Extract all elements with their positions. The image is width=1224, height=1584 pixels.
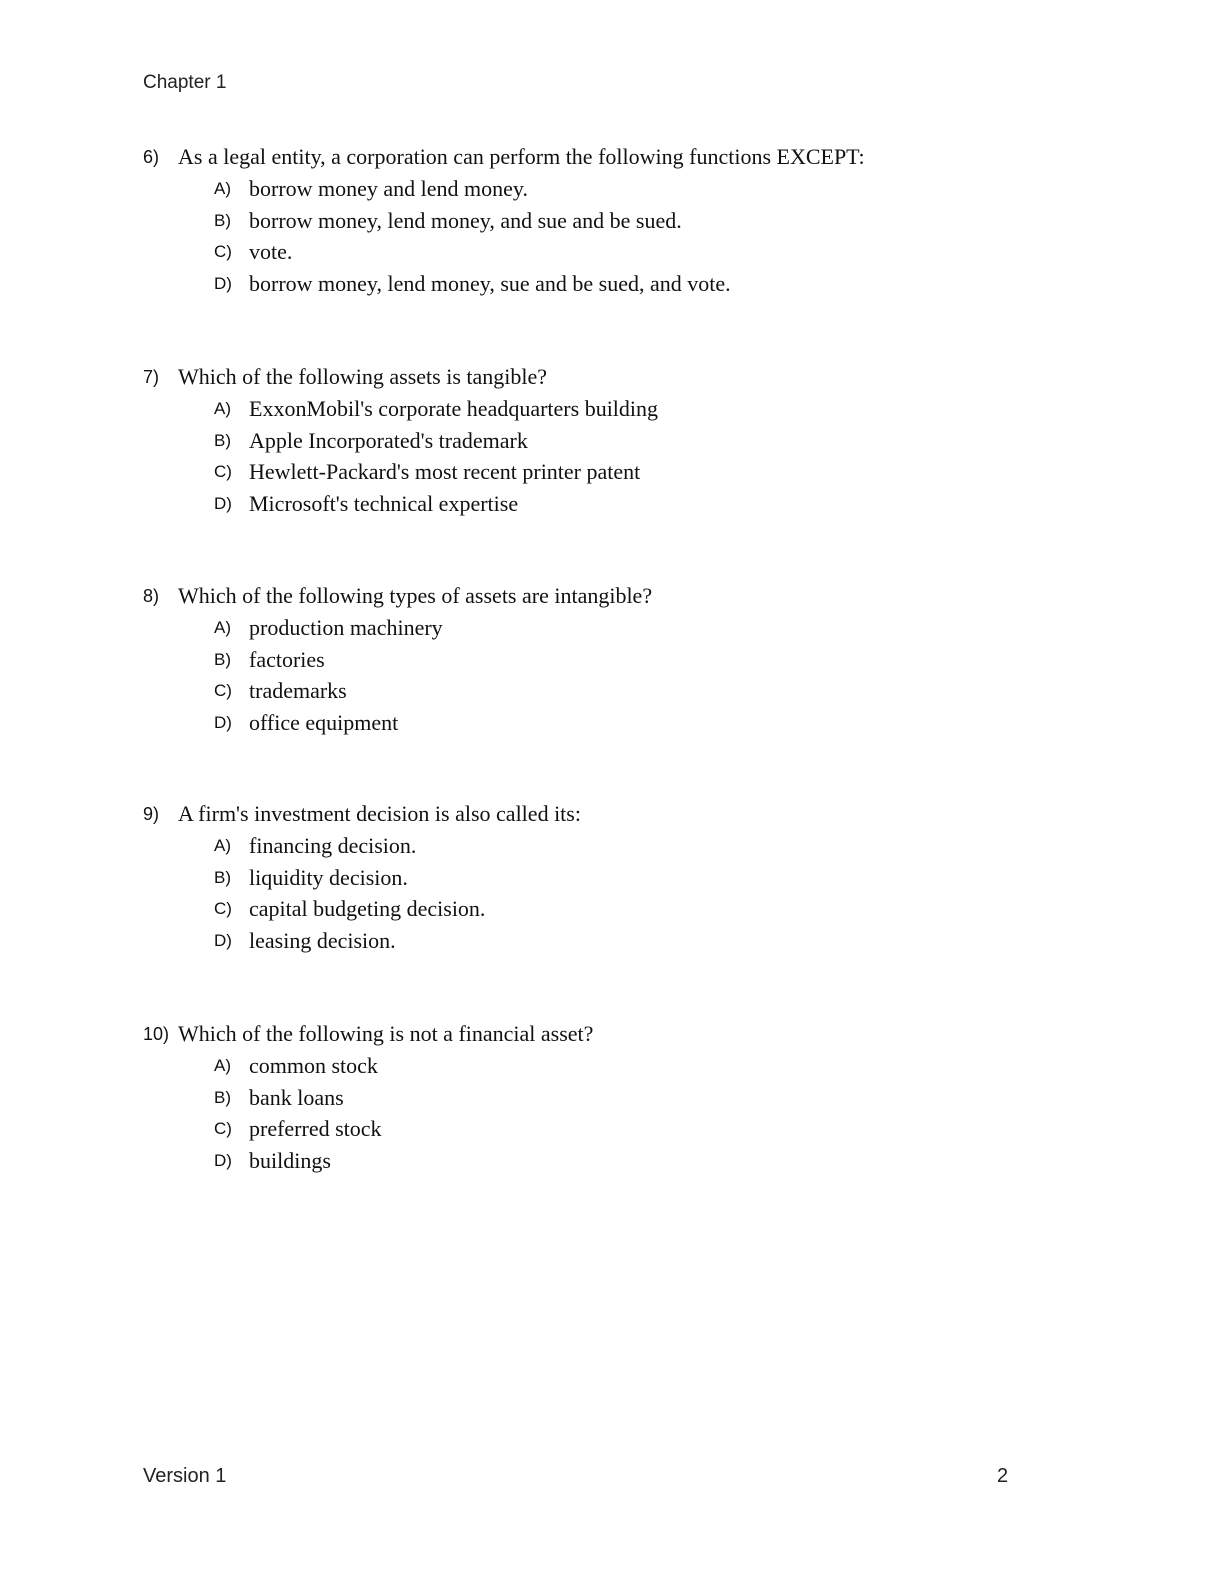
option-c: [143, 675, 1103, 707]
question-text: Which of the following assets is tangible?: [178, 364, 548, 389]
option-letter: B): [214, 649, 231, 669]
option-text: trademarks: [249, 678, 347, 703]
option-text: buildings: [249, 1147, 331, 1173]
option-text: office equipment: [249, 709, 399, 735]
question-text: Which of the following types of assets are intangible?: [178, 583, 653, 608]
option-d: [143, 925, 1103, 957]
option-b: [143, 205, 1103, 237]
option-c: [143, 456, 1103, 488]
option-text: factories: [249, 646, 325, 672]
question-6: [143, 141, 1103, 299]
option-letter: D): [214, 273, 232, 293]
footer-version: Version 1: [143, 1465, 227, 1487]
option-text: vote.: [249, 239, 293, 264]
option-b: [143, 425, 1103, 457]
option-text: common stock: [249, 1053, 378, 1078]
option-letter: A): [214, 836, 231, 855]
option-d: [143, 707, 1103, 739]
answer-options: [143, 173, 1103, 299]
option-text: borrow money and lend money.: [249, 176, 529, 201]
question-7: [143, 361, 1103, 519]
option-c: [143, 893, 1103, 925]
question-text: As a legal entity, a corporation can perform the following functions EXCEPT:: [178, 144, 865, 169]
question-number: 8): [143, 586, 160, 606]
option-text: Hewlett-Packard's most recent printer patent: [249, 459, 641, 484]
option-letter: C): [214, 681, 232, 700]
answer-options: [143, 393, 1103, 519]
question-10: [143, 1018, 1103, 1176]
option-a: [143, 830, 1103, 862]
option-letter: D): [214, 1150, 232, 1170]
option-letter: A): [214, 618, 231, 637]
option-letter: A): [214, 399, 231, 418]
option-d: [143, 268, 1103, 300]
option-letter: D): [214, 493, 232, 513]
option-text: borrow money, lend money, and sue and be sued.: [249, 207, 682, 233]
page-number: 2: [997, 1465, 1009, 1487]
option-text: bank loans: [249, 1084, 344, 1110]
question-number: 7): [143, 367, 160, 387]
option-text: capital budgeting decision.: [249, 896, 486, 921]
option-text: production machinery: [249, 615, 443, 640]
option-letter: B): [214, 867, 231, 887]
option-c: [143, 1113, 1103, 1145]
option-b: [143, 644, 1103, 676]
option-d: [143, 1145, 1103, 1177]
option-text: borrow money, lend money, sue and be sued, and vote.: [249, 270, 731, 296]
option-letter: C): [214, 462, 232, 481]
option-b: [143, 862, 1103, 894]
option-letter: B): [214, 1087, 231, 1107]
option-text: Apple Incorporated's trademark: [249, 427, 528, 453]
question-number: 9): [143, 804, 160, 824]
question-number: 6): [143, 147, 160, 167]
option-letter: B): [214, 210, 231, 230]
option-b: [143, 1082, 1103, 1114]
option-text: Microsoft's technical expertise: [249, 490, 519, 516]
option-letter: D): [214, 712, 232, 732]
answer-options: [143, 612, 1103, 738]
option-c: [143, 236, 1103, 268]
option-a: [143, 393, 1103, 425]
question-text: A firm's investment decision is also called its:: [178, 801, 581, 826]
option-a: [143, 173, 1103, 205]
option-letter: D): [214, 930, 232, 950]
option-text: preferred stock: [249, 1116, 382, 1141]
option-letter: C): [214, 1119, 232, 1138]
question-9: [143, 798, 1103, 956]
option-a: [143, 612, 1103, 644]
option-letter: C): [214, 242, 232, 261]
question-text: Which of the following is not a financial asset?: [178, 1021, 594, 1046]
option-letter: B): [214, 430, 231, 450]
option-letter: A): [214, 1056, 231, 1075]
option-text: ExxonMobil's corporate headquarters building: [249, 396, 659, 421]
option-text: liquidity decision.: [249, 864, 408, 890]
answer-options: [143, 830, 1103, 956]
page-header: Chapter 1: [143, 72, 227, 93]
question-8: [143, 580, 1103, 738]
option-text: leasing decision.: [249, 927, 396, 953]
question-number: 10): [143, 1024, 170, 1044]
option-letter: A): [214, 179, 231, 198]
option-d: [143, 488, 1103, 520]
answer-options: [143, 1050, 1103, 1176]
option-letter: C): [214, 899, 232, 918]
option-a: [143, 1050, 1103, 1082]
option-text: financing decision.: [249, 833, 417, 858]
